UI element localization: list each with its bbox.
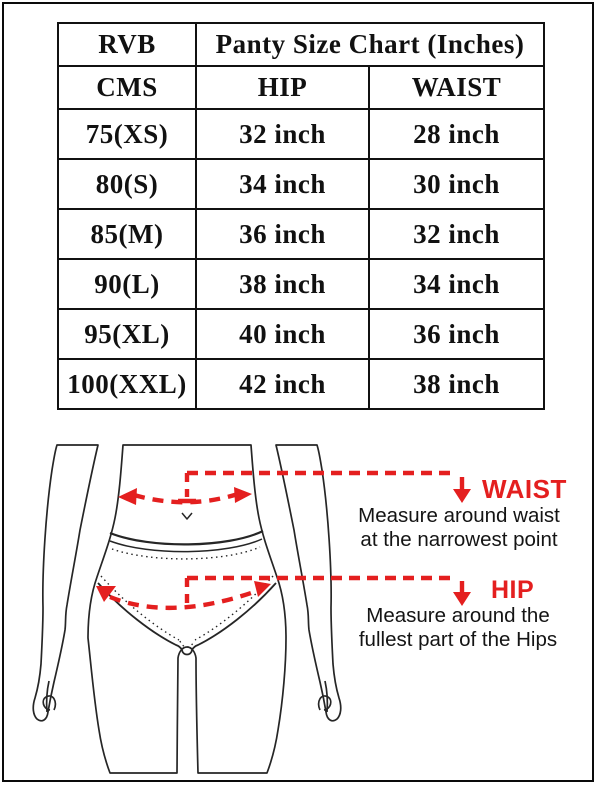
hip-instruction-line1: Measure around the <box>366 604 550 627</box>
waist-cell: 36 inch <box>369 309 544 359</box>
col-header-cms: CMS <box>58 66 196 109</box>
hip-label: HIP <box>491 576 535 604</box>
size-cell: 85(M) <box>58 209 196 259</box>
hip-cell: 40 inch <box>196 309 369 359</box>
hip-instruction-line2: fullest part of the Hips <box>358 627 558 651</box>
right-arm <box>276 445 341 721</box>
waist-cell: 38 inch <box>369 359 544 409</box>
waist-pointer-arrow-icon <box>453 477 471 503</box>
size-cell: 80(S) <box>58 159 196 209</box>
size-cell: 95(XL) <box>58 309 196 359</box>
hip-pointer-arrow-icon <box>453 581 471 606</box>
hip-cell: 32 inch <box>196 109 369 159</box>
waist-cell: 34 inch <box>369 259 544 309</box>
waist-instruction-line2: at the narrowest point <box>360 527 558 551</box>
hip-instruction <box>330 604 586 651</box>
hip-cell: 36 inch <box>196 209 369 259</box>
brand-cell: RVB <box>58 23 196 66</box>
waist-cell: 28 inch <box>369 109 544 159</box>
waist-instruction <box>333 504 585 551</box>
waist-cell: 30 inch <box>369 159 544 209</box>
hip-cell: 42 inch <box>196 359 369 409</box>
waist-instruction-line1: Measure around waist <box>358 504 560 527</box>
size-cell: 75(XS) <box>58 109 196 159</box>
waist-label: WAIST <box>482 474 567 504</box>
waist-cell: 32 inch <box>369 209 544 259</box>
col-header-waist: WAIST <box>369 66 544 109</box>
col-header-hip: HIP <box>196 66 369 109</box>
size-cell: 90(L) <box>58 259 196 309</box>
size-cell: 100(XXL) <box>58 359 196 409</box>
hip-cell: 38 inch <box>196 259 369 309</box>
hip-cell: 34 inch <box>196 159 369 209</box>
chart-title-cell: Panty Size Chart (Inches) <box>196 23 544 66</box>
left-arm <box>33 445 98 721</box>
